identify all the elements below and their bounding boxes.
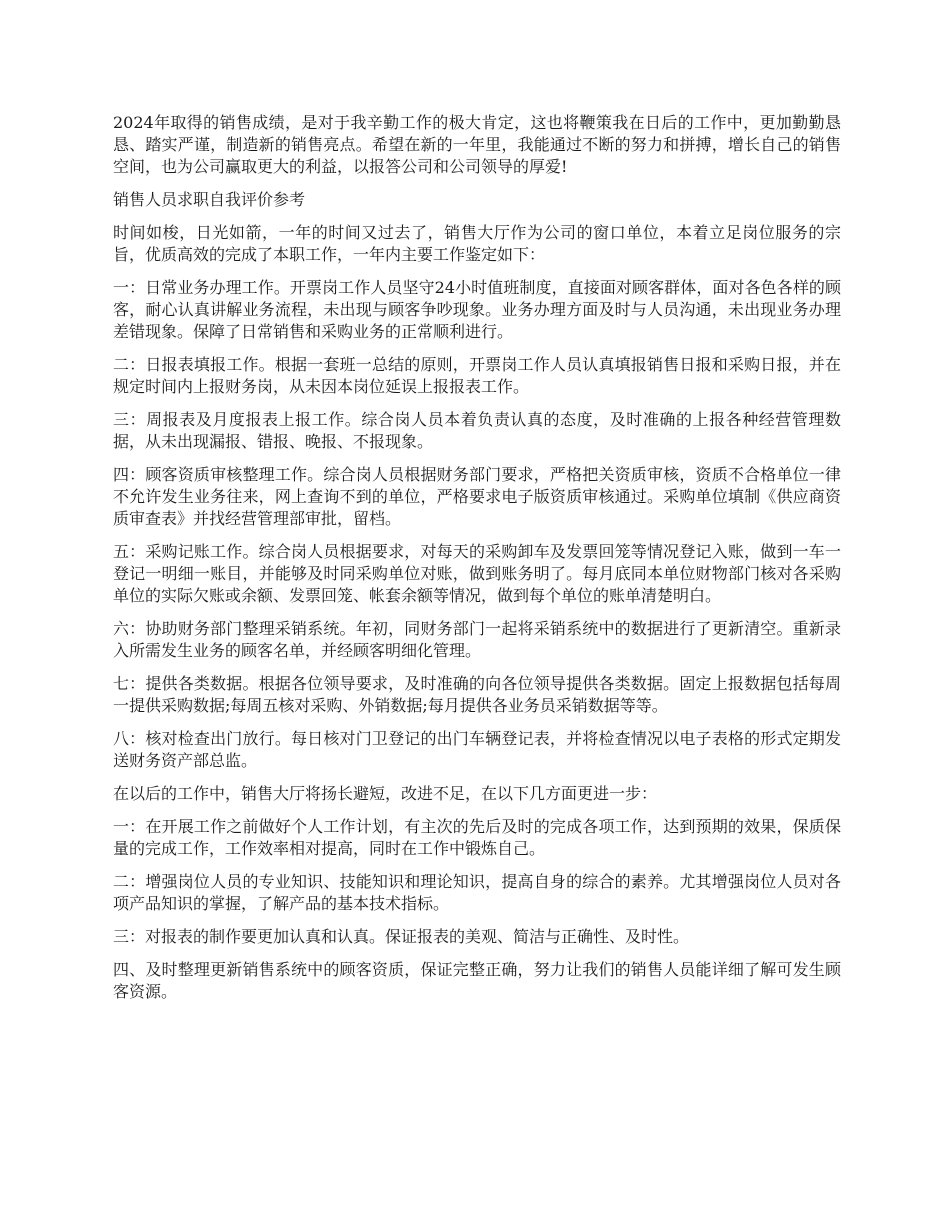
- paragraph-improvement-1: 一：在开展工作之前做好个人工作计划，有主次的先后及时的完成各项工作，达到预期的效果，保质保量的完成工作，工作效率相对提高，同时在工作中锻炼自己。: [113, 817, 841, 858]
- paragraph-improvement-3: 三：对报表的制作要更加认真和认真。保证报表的美观、简洁与正确性、及时性。: [113, 927, 690, 946]
- paragraph-item-4: 四：顾客资质审核整理工作。综合岗人员根据财务部门要求，严格把关资质审核，资质不合格单位一律不允许发生业务往来，网上查询不到的单位，严格要求电子版资质审核通过。采购单位填制《供应商资质审查表》并找经营管理部审批，留档。: [113, 465, 841, 528]
- section-heading: 销售人员求职自我评价参考: [113, 190, 306, 209]
- paragraph-item-1: 一：日常业务办理工作。开票岗工作人员坚守24小时值班制度，直接面对顾客群体，面对各色各样的顾客，耐心认真讲解业务流程，未出现与顾客争吵现象。业务办理方面及时与人员沟通，未出现业务办理差错现象。保障了日常销售和采购业务的正常顺利进行。: [113, 278, 841, 341]
- paragraph-item-2: 二：日报表填报工作。根据一套班一总结的原则，开票岗工作人员认真填报销售日报和采购日报，并在规定时间内上报财务岗，从未因本岗位延误上报报表工作。: [113, 355, 841, 396]
- paragraph-improvement-2: 二：增强岗位人员的专业知识、技能知识和理论知识，提高自身的综合的素养。尤其增强岗位人员对各项产品知识的掌握，了解产品的基本技术指标。: [113, 872, 841, 913]
- paragraph-improvement-4: 四、及时整理更新销售系统中的顾客资质，保证完整正确，努力让我们的销售人员能详细了解可发生顾客资源。: [113, 960, 841, 1001]
- paragraph-improvement-intro: 在以后的工作中，销售大厅将扬长避短，改进不足，在以下几方面更进一步：: [113, 784, 658, 803]
- paragraph-intro: 2024年取得的销售成绩，是对于我辛勤工作的极大肯定，这也将鞭策我在日后的工作中，更加勤勤恳恳、踏实严谨，制造新的销售亮点。希望在新的一年里，我能通过不断的努力和拼搏，增长自己的销售空间，也为公司赢取更大的利益，以报答公司和公司领导的厚爱!: [113, 113, 841, 176]
- paragraph-item-6: 六：协助财务部门整理采销系统。年初，同财务部门一起将采销系统中的数据进行了更新清空。重新录入所需发生业务的顾客名单，并经顾客明细化管理。: [113, 619, 841, 660]
- paragraph-summary: 时间如梭，日光如箭，一年的时间又过去了，销售大厅作为公司的窗口单位，本着立足岗位服务的宗旨，优质高效的完成了本职工作，一年内主要工作鉴定如下：: [113, 223, 841, 264]
- paragraph-item-8: 八：核对检查出门放行。每日核对门卫登记的出门车辆登记表，并将检查情况以电子表格的形式定期发送财务资产部总监。: [113, 729, 841, 770]
- paragraph-item-5: 五：采购记账工作。综合岗人员根据要求，对每天的采购卸车及发票回笼等情况登记入账，做到一车一登记一明细一账目，并能够及时同采购单位对账，做到账务明了。每月底同本单位财物部门核对各采购单位的实际欠账或余额、发票回笼、帐套余额等情况，做到每个单位的账单清楚明白。: [113, 542, 841, 605]
- paragraph-item-3: 三：周报表及月度报表上报工作。综合岗人员本着负责认真的态度，及时准确的上报各种经营管理数据，从未出现漏报、错报、晚报、不报现象。: [113, 410, 841, 451]
- paragraph-item-7: 七：提供各类数据。根据各位领导要求，及时准确的向各位领导提供各类数据。固定上报数据包括每周一提供采购数据;每周五核对采购、外销数据;每月提供各业务员采销数据等等。: [113, 674, 841, 715]
- document-page: [113, 112, 841, 1014]
